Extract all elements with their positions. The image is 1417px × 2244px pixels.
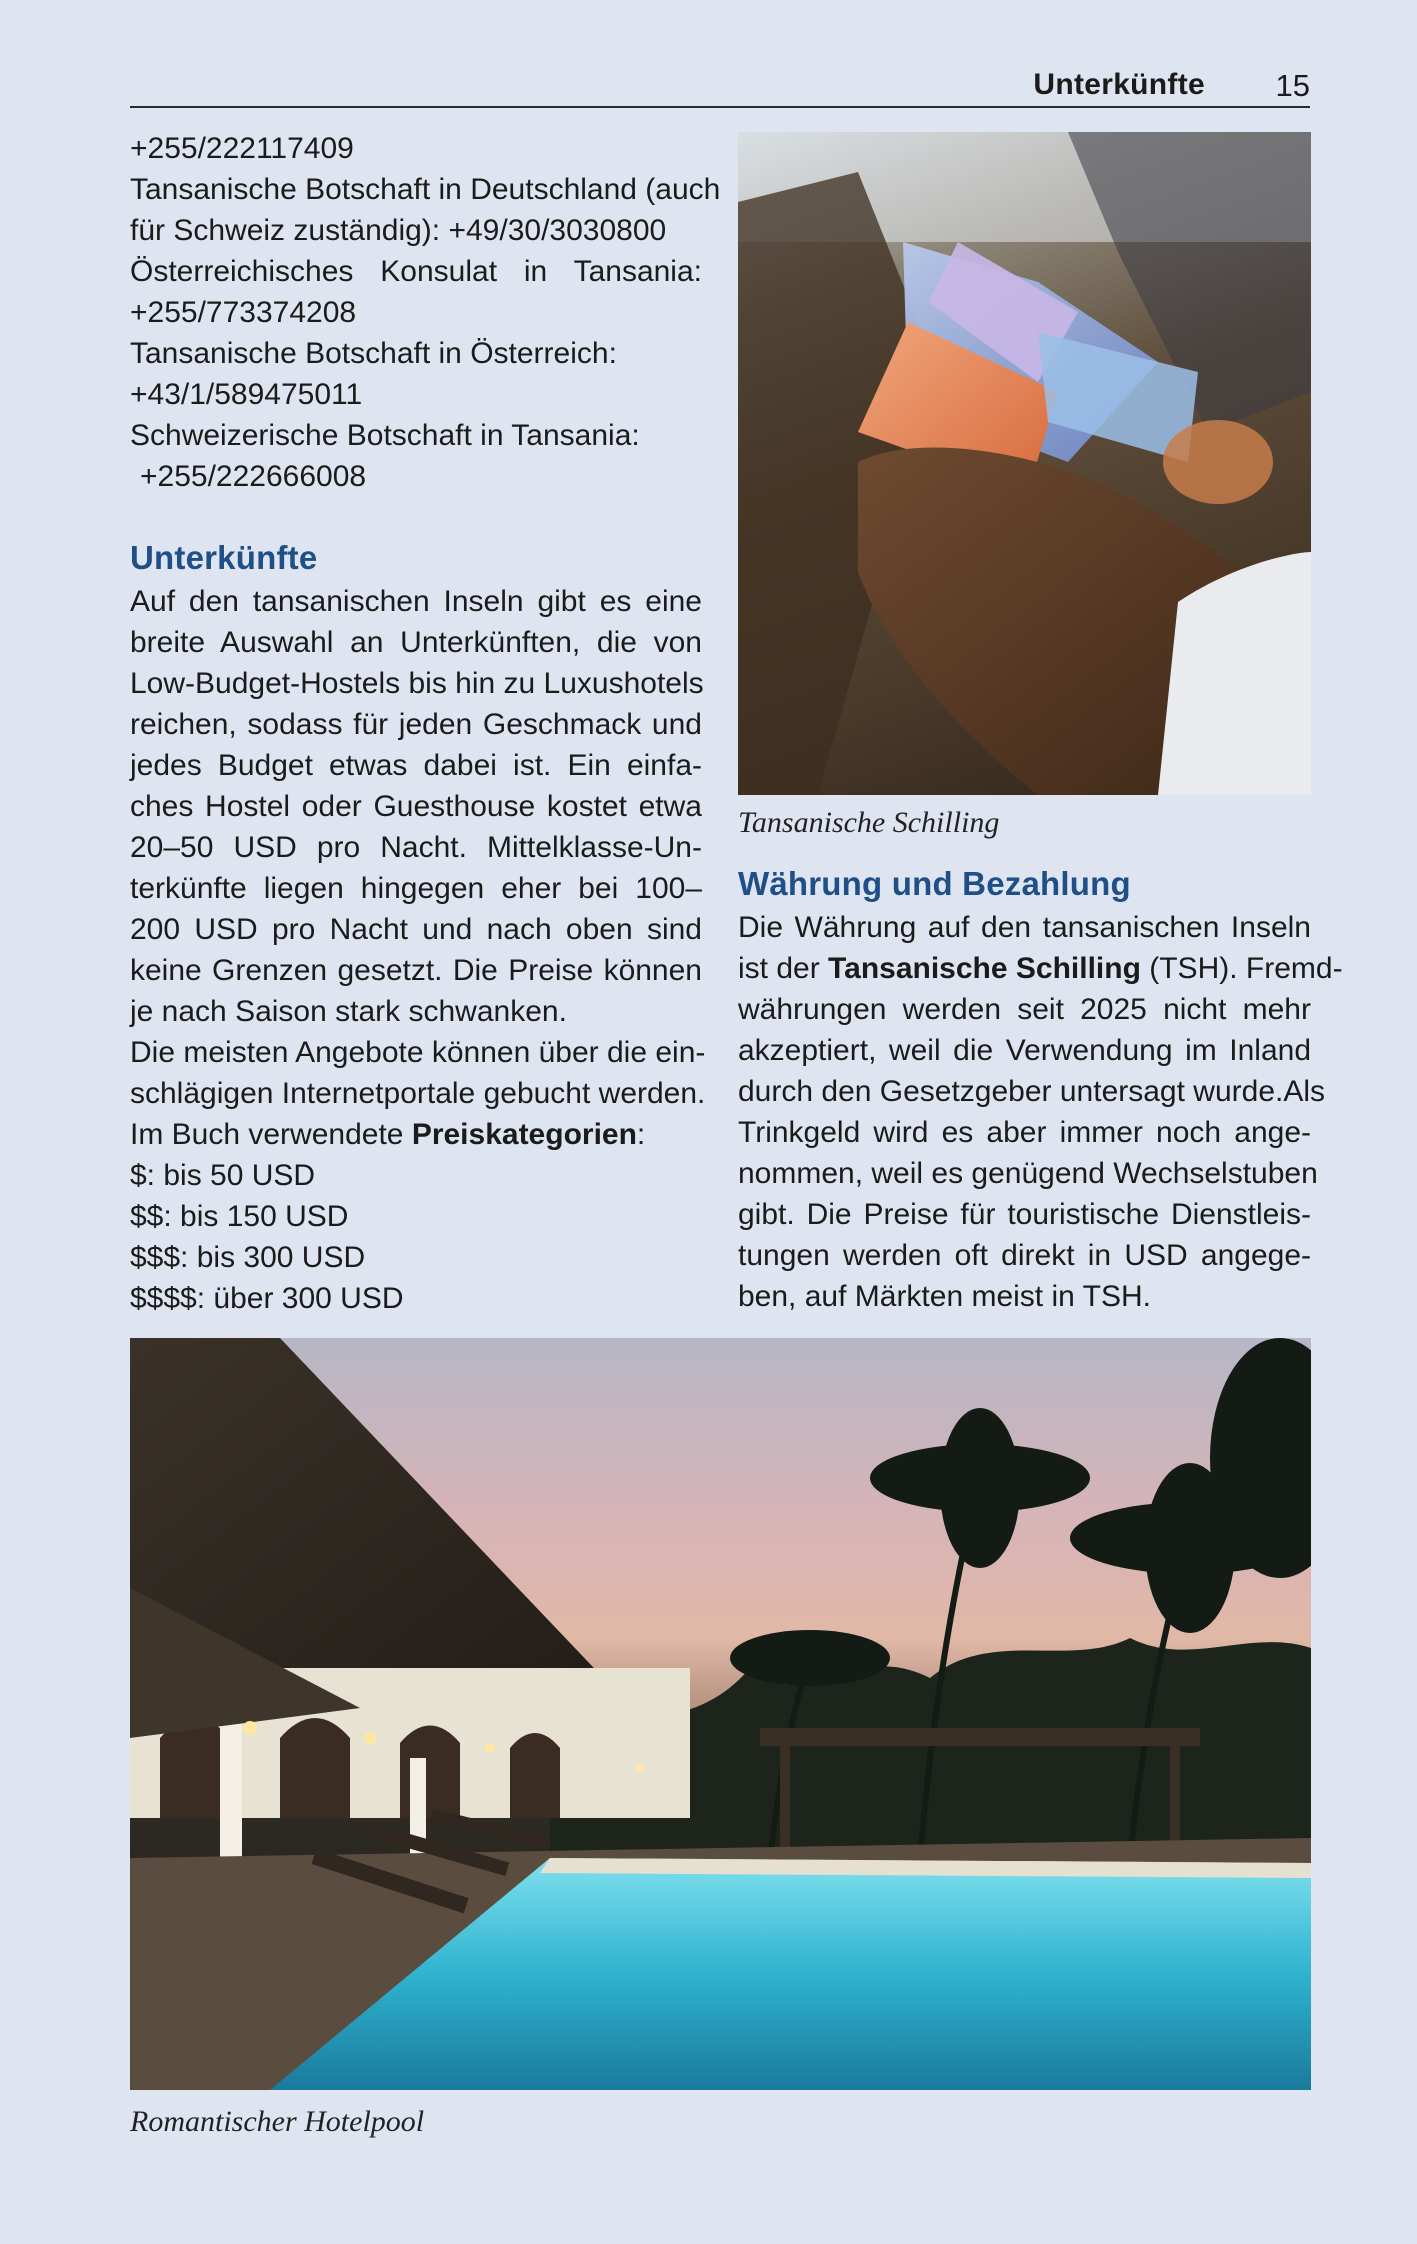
price-category: $$$$: über 300 USD bbox=[130, 1282, 404, 1315]
contact-line: Schweizerische Botschaft in Tansania: bbox=[130, 419, 640, 452]
text-line: währungen werden seit 2025 nicht mehr bbox=[738, 993, 1311, 1026]
text-line: terkünfte liegen hingegen eher bei 100– bbox=[130, 872, 702, 905]
text-line: schlägigen Internetportale gebucht werden. bbox=[130, 1077, 706, 1110]
contact-line: Tansanische Botschaft in Österreich: bbox=[130, 337, 617, 370]
contact-line: +255/222666008 bbox=[140, 460, 367, 493]
contact-line: Tansanische Botschaft in Deutschland (auch bbox=[130, 173, 721, 206]
text-line: akzeptiert, weil die Verwendung im Inland bbox=[738, 1034, 1311, 1067]
text-line: ches Hostel oder Guesthouse kostet etwa bbox=[130, 790, 702, 823]
right-column bbox=[738, 132, 1343, 1317]
text-line: durch den Gesetzgeber untersagt wurde.Als bbox=[738, 1075, 1326, 1108]
text-line: jedes Budget etwas dabei ist. Ein einfa- bbox=[130, 749, 702, 782]
text-line: tungen werden oft direkt in USD angege- bbox=[738, 1239, 1311, 1272]
contact-line: +255/222117409 bbox=[130, 132, 354, 165]
price-categories-label: Preiskategorien bbox=[411, 1118, 637, 1151]
text-line: reichen, sodass für jeden Geschmack und bbox=[130, 708, 702, 741]
price-category: $$$: bis 300 USD bbox=[130, 1241, 366, 1274]
currency-heading: Währung und Bezahlung bbox=[738, 865, 1131, 902]
text-line: ben, auf Märkten meist in TSH. bbox=[738, 1280, 1151, 1313]
currency-name: Tansanische Schilling bbox=[828, 952, 1141, 985]
text-line: Auf den tansanischen Inseln gibt es eine bbox=[130, 585, 702, 618]
left-column bbox=[130, 128, 721, 1319]
text-line: ist der Tansanische Schilling (TSH). Fremd- bbox=[738, 952, 1343, 985]
text-line: Trinkgeld wird es aber immer noch ange- bbox=[738, 1116, 1311, 1149]
price-category: $$: bis 150 USD bbox=[130, 1200, 349, 1233]
running-header-section: Unterkünfte bbox=[1033, 68, 1205, 101]
money-photo bbox=[738, 132, 1311, 795]
contact-line: +255/773374208 bbox=[130, 296, 357, 329]
running-header bbox=[130, 64, 1310, 108]
pool-photo bbox=[130, 1338, 1311, 2090]
text-line: 20–50 USD pro Nacht. Mittelklasse-Un- bbox=[130, 831, 702, 864]
contact-list bbox=[130, 128, 721, 497]
text-line: je nach Saison stark schwanken. bbox=[130, 995, 567, 1028]
accommodation-text bbox=[130, 581, 706, 1319]
contact-line: für Schweiz zuständig): +49/30/3030800 bbox=[130, 214, 667, 247]
text-line: Die meisten Angebote können über die ein- bbox=[130, 1036, 706, 1069]
contact-line: Österreichisches Konsulat in Tansania: bbox=[130, 255, 702, 288]
text-line: nommen, weil es genügend Wechselstuben bbox=[738, 1157, 1318, 1190]
pool-caption: Romantischer Hotelpool bbox=[130, 2105, 425, 2138]
price-intro: Im Buch verwendete Preiskategorien: bbox=[130, 1118, 646, 1151]
text-line: 200 USD pro Nacht und nach oben sind bbox=[130, 913, 702, 946]
currency-text bbox=[738, 907, 1343, 1317]
money-illustration bbox=[738, 132, 1311, 795]
text-line: Die Währung auf den tansanischen Inseln bbox=[738, 911, 1311, 944]
contact-line: +43/1/589475011 bbox=[130, 378, 363, 411]
header-rule bbox=[130, 106, 1310, 108]
text-line: keine Grenzen gesetzt. Die Preise können bbox=[130, 954, 702, 987]
pool-illustration bbox=[130, 1338, 1311, 2090]
accommodation-heading: Unterkünfte bbox=[130, 539, 318, 576]
price-category: $: bis 50 USD bbox=[130, 1159, 316, 1192]
money-caption: Tansanische Schilling bbox=[738, 806, 1000, 839]
page-number: 15 bbox=[1275, 68, 1310, 103]
text-line: gibt. Die Preise für touristische Dienstleis- bbox=[738, 1198, 1311, 1231]
text-line: breite Auswahl an Unterkünften, die von bbox=[130, 626, 702, 659]
text-line: Low-Budget-Hostels bis hin zu Luxushotels bbox=[130, 667, 704, 700]
